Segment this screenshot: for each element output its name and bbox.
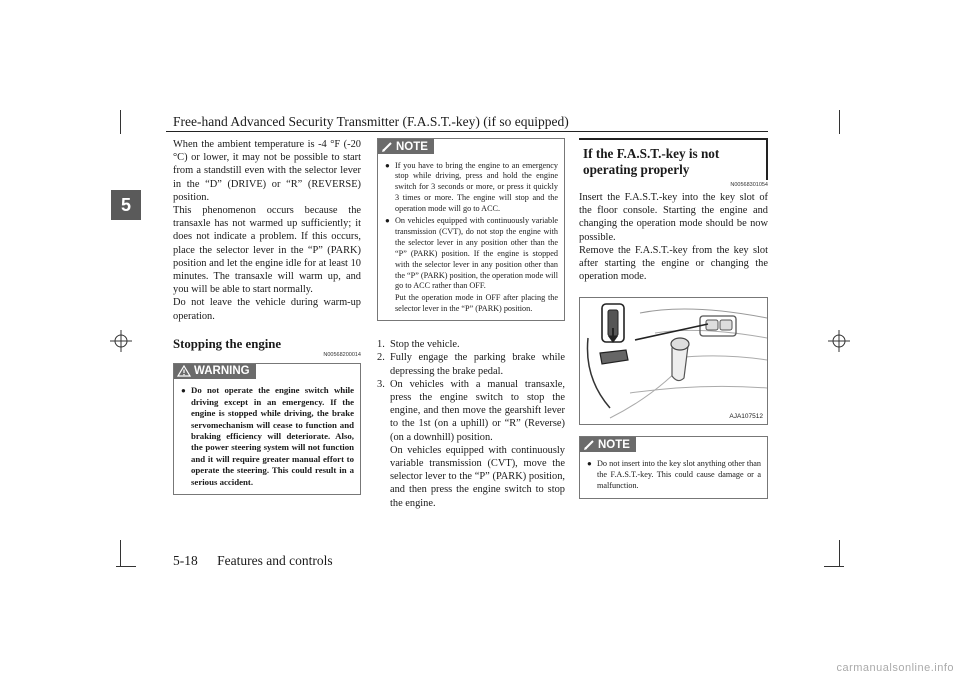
step-list (377, 338, 565, 444)
footer-section: Features and controls (217, 553, 333, 568)
column-3 (579, 138, 768, 499)
column-1 (173, 138, 361, 495)
registration-mark-icon (110, 330, 132, 352)
key-slot-text (579, 191, 768, 283)
note-item: ● If you have to bring the engine to an emergency stop while driving, press and hold the engine switch for 3 seconds or more, or press it quickly 3 times or more. The engine will stop and the operation mode will go to ACC. (385, 160, 558, 214)
crop-mark (824, 566, 844, 567)
crop-mark (120, 540, 121, 566)
key-slot-figure (579, 297, 768, 425)
paragraph: Insert the F.A.S.T.-key into the key slot of the floor console. Starting the engine and changing the operation mode should be now possible. (579, 192, 768, 243)
bullet-icon: ● (385, 216, 390, 226)
warning-box (173, 363, 361, 495)
crop-mark (120, 110, 121, 134)
section-code: N00568200014 (323, 351, 361, 358)
note-box (377, 138, 565, 321)
section-stopping (173, 337, 361, 358)
paragraph: This phenomenon occurs because the transaxle has not warmed up sufficiently; it does not indicate a problem. If this occurs, place the selector lever in the “P” (PARK) position and let the engine idle for at least 10 minutes. The transaxle will warm up, and you will be able to start normally. (173, 205, 361, 296)
note-subtext: Put the operation mode in OFF after placing the selector lever in the “P” (PARK) position. (395, 293, 558, 314)
note-pencil-icon (381, 141, 393, 153)
step-item: 1. Stop the vehicle. (377, 339, 460, 351)
note-box (579, 436, 768, 498)
crop-mark (839, 540, 840, 566)
warning-label: WARNING (174, 364, 256, 379)
paragraph: Do not leave the vehicle during warm-up operation. (173, 297, 361, 322)
bullet-icon: ● (587, 458, 592, 468)
chapter-tab: 5 (111, 190, 141, 220)
page-footer (173, 553, 333, 569)
step-3-extra: On vehicles equipped with continuously variable transmission (CVT), move the selector lever to the “P” (PARK) position, and then press the engine switch to stop the engine. (390, 444, 565, 509)
paragraph: Remove the F.A.S.T.-key from the key slot after starting the engine or changing the operation mode. (579, 244, 768, 283)
paragraph: When the ambient temperature is -4 °F (-20 °C) or lower, it may not be possible to start from a standstill even with the selector lever in the “D” (DRIVE) or “R” (REVERSE) position. (173, 139, 361, 203)
warning-item: ● Do not operate the engine switch while driving except in an emergency. If the engine is stopped while driving, the brake servomechanism will cease to function and braking efficiency will deteriorate. Also, the power steering system will not function and it will require greater manual effort to operate the steering. This could result in a serious accident. (181, 385, 354, 487)
intro-text (173, 138, 361, 323)
step-item: 2. Fully engage the parking brake while depressing the brake pedal. (377, 352, 565, 377)
bullet-icon: ● (385, 160, 390, 170)
section-title: Stopping the engine (173, 336, 282, 351)
warning-triangle-icon (177, 365, 191, 377)
page-number: 5-18 (173, 553, 198, 568)
note-item: ● On vehicles equipped with continuously variable transmission (CVT), do not stop the engine with the selector lever in any position other than the “P” (PARK) position. If the engine is stopped with the selector lever in any position other than the “P” (PARK) position, the operation mode will go to ACC rather than OFF. (385, 216, 558, 291)
note-label: NOTE (378, 139, 434, 154)
crop-mark (839, 110, 840, 134)
bullet-icon: ● (181, 386, 186, 396)
section-code: N00568301054 (730, 182, 768, 188)
column-2 (377, 138, 565, 510)
step-item: 3. On vehicles with a manual transaxle, press the engine switch to stop the engine, and then move the gearshift lever to the 1st (on a uphill) or “R” (Reverse) (on a downhill) position. (377, 378, 565, 443)
registration-mark-icon (828, 330, 850, 352)
key-slot-illustration-icon (580, 298, 767, 424)
note-pencil-icon (583, 439, 595, 451)
figure-code: AJA107512 (729, 413, 763, 421)
watermark: carmanualsonline.info (836, 662, 954, 674)
header-rule (166, 131, 768, 132)
note-item: ● Do not insert into the key slot anything other than the F.A.S.T.-key. This could cause damage or a malfunction. (587, 458, 761, 490)
crop-mark (116, 566, 136, 567)
page-header-title: Free-hand Advanced Security Transmitter (F.A.S.T.-key) (if so equipped) (173, 114, 569, 129)
section-title: If the F.A.S.T.-key is not operating properly (579, 138, 768, 180)
note-label: NOTE (580, 437, 636, 452)
